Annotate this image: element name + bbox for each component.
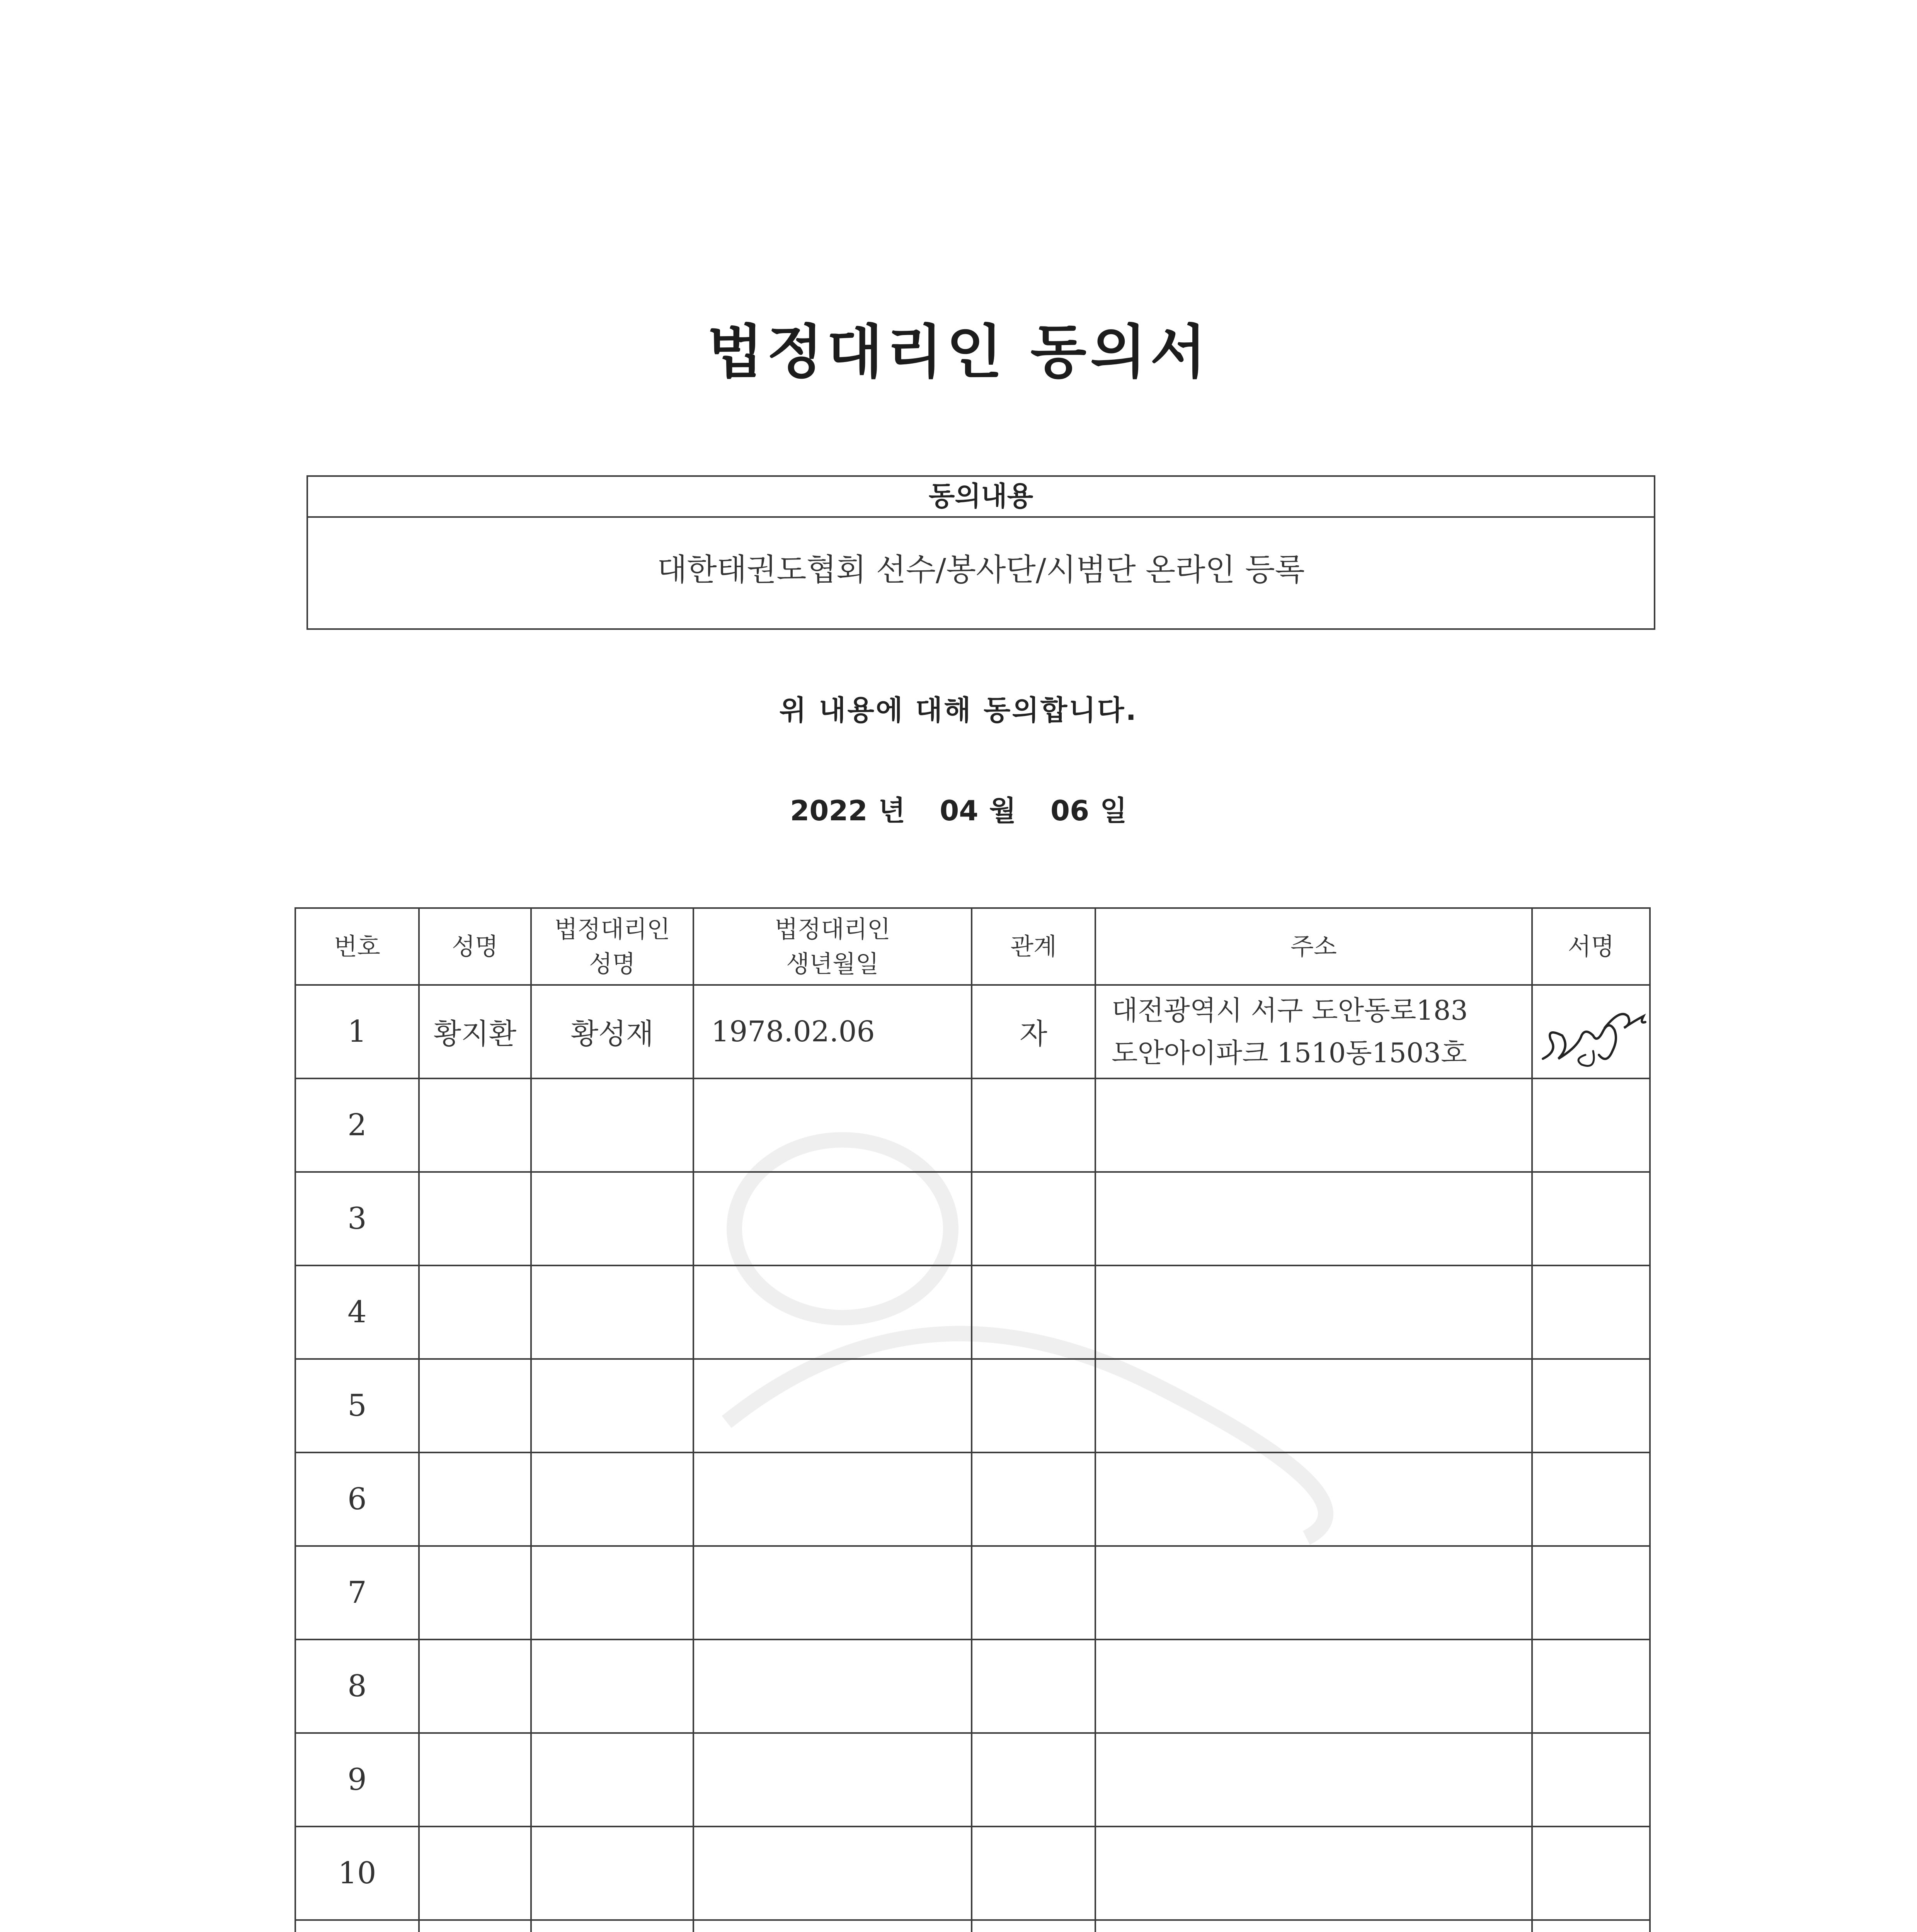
minor-name: 황지환 [419, 985, 531, 1078]
consent-date [0, 788, 1917, 828]
row-number: 4 [295, 1265, 419, 1359]
consent-header: 동의내용 [308, 477, 1654, 518]
empty-cell [693, 1078, 972, 1172]
empty-cell [972, 1452, 1095, 1546]
empty-cell [1532, 1546, 1650, 1639]
empty-cell [693, 1172, 972, 1265]
empty-cell [972, 1172, 1095, 1265]
empty-cell [972, 1546, 1095, 1639]
empty-cell [1095, 1265, 1532, 1359]
table-row [295, 1452, 1650, 1546]
header-name: 성명 [419, 908, 531, 985]
empty-cell [419, 1452, 531, 1546]
header-address: 주소 [1095, 908, 1532, 985]
header-signature: 서명 [1532, 908, 1650, 985]
consent-box [306, 475, 1655, 630]
empty-cell [1095, 1078, 1532, 1172]
header-no: 번호 [295, 908, 419, 985]
empty-cell [693, 1920, 972, 1932]
table-row [295, 1172, 1650, 1265]
table-row [295, 1546, 1650, 1639]
table-row [295, 1827, 1650, 1920]
empty-cell [693, 1639, 972, 1733]
empty-cell [1095, 1920, 1532, 1932]
table-row [295, 1733, 1650, 1827]
empty-cell [693, 1265, 972, 1359]
date-year: 2022 [790, 794, 868, 827]
date-month-unit: 월 [989, 794, 1016, 827]
empty-cell [419, 1172, 531, 1265]
table-header-row [295, 908, 1650, 985]
empty-cell [1532, 1359, 1650, 1452]
empty-cell [531, 1265, 693, 1359]
date-year-unit: 년 [878, 794, 906, 827]
row-number: 2 [295, 1078, 419, 1172]
empty-cell [693, 1546, 972, 1639]
consent-body: 대한태권도협회 선수/봉사단/시범단 온라인 등록 [657, 552, 1305, 588]
row-number: 6 [295, 1452, 419, 1546]
empty-cell [1532, 1452, 1650, 1546]
guardian-table [295, 907, 1651, 1932]
row-number: 7 [295, 1546, 419, 1639]
empty-cell [1095, 1733, 1532, 1827]
table-row [295, 1639, 1650, 1733]
empty-cell [693, 1827, 972, 1920]
empty-cell [1095, 1639, 1532, 1733]
empty-cell [419, 1078, 531, 1172]
empty-cell [531, 1172, 693, 1265]
empty-cell [419, 1639, 531, 1733]
empty-cell [1532, 1639, 1650, 1733]
row-number [295, 1920, 419, 1932]
empty-cell [419, 1920, 531, 1932]
empty-cell [1532, 1920, 1650, 1932]
empty-cell [1532, 1172, 1650, 1265]
empty-cell [693, 1359, 972, 1452]
handwritten-signature [1535, 993, 1647, 1070]
empty-cell [531, 1920, 693, 1932]
guardian-birthdate: 1978.02.06 [693, 985, 972, 1078]
empty-cell [1532, 1078, 1650, 1172]
empty-cell [419, 1359, 531, 1452]
address: 대전광역시 서구 도안동로183 도안아이파크 1510동1503호 [1095, 985, 1532, 1078]
empty-cell [531, 1359, 693, 1452]
relation: 자 [972, 985, 1095, 1078]
row-number: 1 [295, 985, 419, 1078]
empty-cell [972, 1078, 1095, 1172]
empty-cell [531, 1639, 693, 1733]
header-relation: 관계 [972, 908, 1095, 985]
row-number: 5 [295, 1359, 419, 1452]
row-number: 9 [295, 1733, 419, 1827]
empty-cell [419, 1733, 531, 1827]
table-row [295, 1078, 1650, 1172]
empty-cell [419, 1265, 531, 1359]
empty-cell [531, 1078, 693, 1172]
empty-cell [1095, 1172, 1532, 1265]
guardian-name: 황성재 [531, 985, 693, 1078]
empty-cell [419, 1546, 531, 1639]
empty-cell [531, 1452, 693, 1546]
header-guardian-birth: 법정대리인 생년월일 [693, 908, 972, 985]
empty-cell [1532, 1265, 1650, 1359]
empty-cell [1532, 1827, 1650, 1920]
empty-cell [972, 1639, 1095, 1733]
table-row [295, 1359, 1650, 1452]
empty-cell [1095, 1359, 1532, 1452]
row-number: 8 [295, 1639, 419, 1733]
agreement-statement: 위 내용에 대해 동의합니다. [779, 694, 1138, 726]
date-day-unit: 일 [1100, 794, 1127, 827]
empty-cell [531, 1733, 693, 1827]
signature-cell [1532, 985, 1650, 1078]
empty-cell [972, 1827, 1095, 1920]
header-guardian-name: 법정대리인 성명 [531, 908, 693, 985]
empty-cell [1095, 1546, 1532, 1639]
empty-cell [531, 1546, 693, 1639]
date-day: 06 [1050, 794, 1090, 827]
row-number: 10 [295, 1827, 419, 1920]
document-title: 법정대리인 동의서 [707, 319, 1210, 386]
empty-cell [1532, 1733, 1650, 1827]
table-row [295, 1265, 1650, 1359]
empty-cell [531, 1827, 693, 1920]
date-month: 04 [940, 794, 979, 827]
empty-cell [972, 1920, 1095, 1932]
empty-cell [1095, 1452, 1532, 1546]
table-row [295, 1920, 1650, 1932]
empty-cell [419, 1827, 531, 1920]
empty-cell [1095, 1827, 1532, 1920]
row-number: 3 [295, 1172, 419, 1265]
empty-cell [972, 1733, 1095, 1827]
empty-cell [972, 1359, 1095, 1452]
table-row [295, 985, 1650, 1078]
empty-cell [693, 1452, 972, 1546]
empty-cell [693, 1733, 972, 1827]
empty-cell [972, 1265, 1095, 1359]
